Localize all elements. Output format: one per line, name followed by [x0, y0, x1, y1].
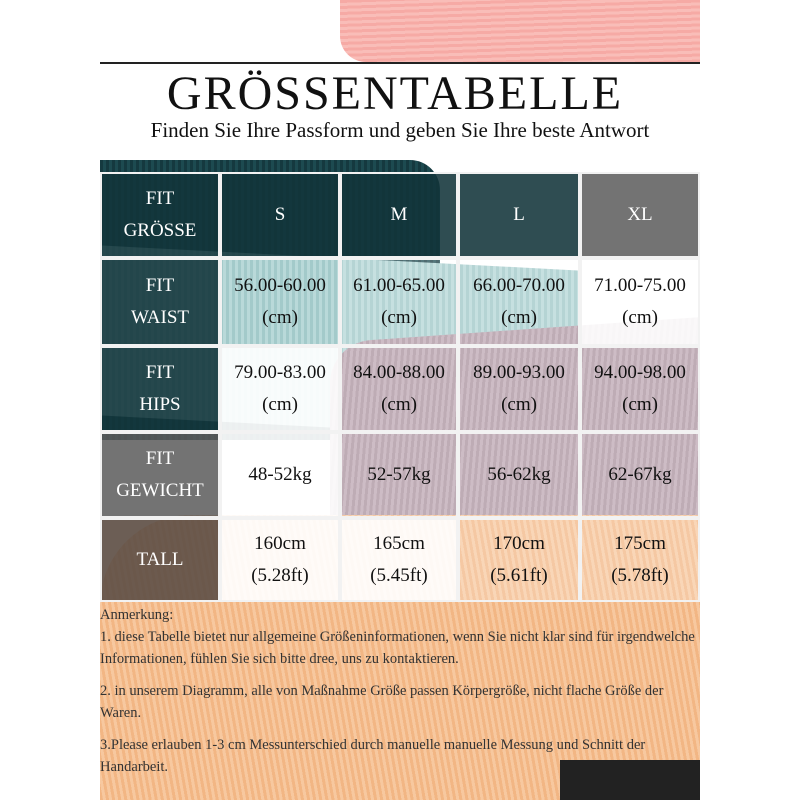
table-cell — [458, 518, 580, 602]
cell-unit: (cm) — [501, 394, 537, 415]
row-label-line: FIT — [145, 362, 175, 383]
table-cell — [458, 346, 580, 432]
row-label-hips — [100, 346, 220, 432]
table-cell — [458, 258, 580, 346]
row-label-line: WAIST — [130, 307, 190, 328]
table-cell — [220, 346, 340, 432]
row-label-tall — [100, 518, 220, 602]
cell-value: 61.00-65.00 — [353, 275, 445, 296]
cell-unit: (cm) — [622, 307, 658, 328]
cell-value: 84.00-88.00 — [353, 362, 445, 383]
cell-value: 79.00-83.00 — [234, 362, 326, 383]
cell-unit: (5.28ft) — [251, 565, 309, 586]
cell-value: 160cm — [254, 533, 306, 554]
table-cell — [340, 346, 458, 432]
notes-section — [100, 604, 700, 778]
table-cell — [580, 518, 700, 602]
size-label: XL — [627, 204, 653, 225]
cell-value: 62-67kg — [608, 464, 672, 485]
cell-value: 71.00-75.00 — [594, 275, 686, 296]
size-header-l — [458, 172, 580, 258]
cell-value: 94.00-98.00 — [594, 362, 686, 383]
note-item: 1. diese Tabelle bietet nur allgemeine Größeninformationen, wenn Sie nicht klar sind für irgendwelche Informationen, fühlen Sie sich bitte dree, uns zu kontaktieren. — [100, 629, 695, 667]
cell-value: 165cm — [373, 533, 425, 554]
pink-fabric-image — [340, 0, 700, 62]
cell-value: 48-52kg — [248, 464, 312, 485]
table-cell — [340, 258, 458, 346]
size-header-s — [220, 172, 340, 258]
size-table — [100, 172, 700, 602]
cell-unit: (5.78ft) — [611, 565, 669, 586]
cell-value: 175cm — [614, 533, 666, 554]
cell-unit: (cm) — [262, 394, 298, 415]
table-cell — [340, 518, 458, 602]
cell-unit: (5.45ft) — [370, 565, 428, 586]
row-label-waist — [100, 258, 220, 346]
page-subtitle: Finden Sie Ihre Passform und geben Sie Ihre beste Antwort — [150, 118, 650, 142]
row-label-line: FIT — [145, 275, 175, 296]
cell-unit: (cm) — [622, 394, 658, 415]
size-label: M — [390, 204, 408, 225]
cell-value: 89.00-93.00 — [473, 362, 565, 383]
header-line: FIT — [145, 188, 175, 209]
cell-unit: (cm) — [381, 307, 417, 328]
size-header-xl — [580, 172, 700, 258]
note-item: 3.Please erlauben 1-3 cm Messunterschied durch manuelle manuelle Messung und Schnitt der Handarbeit. — [100, 737, 646, 775]
cell-unit: (cm) — [381, 394, 417, 415]
table-cell — [580, 346, 700, 432]
cell-value: 56.00-60.00 — [234, 275, 326, 296]
size-header-m — [340, 172, 458, 258]
table-cell — [458, 432, 580, 518]
table-cell — [220, 518, 340, 602]
table-cell — [580, 432, 700, 518]
size-label: S — [274, 204, 286, 225]
page-title: GRÖSSENTABELLE — [166, 67, 624, 120]
cell-unit: (cm) — [262, 307, 298, 328]
cell-value: 52-57kg — [367, 464, 431, 485]
note-item: 2. in unserem Diagramm, alle von Maßnahme Größe passen Körpergröße, nicht flache Größe der Waren. — [100, 683, 664, 721]
row-label-gewicht — [100, 432, 220, 518]
cell-value: 56-62kg — [487, 464, 551, 485]
notes-heading: Anmerkung: — [100, 607, 174, 623]
row-label-line: GEWICHT — [116, 480, 204, 501]
cell-unit: (cm) — [501, 307, 537, 328]
size-label: L — [513, 204, 525, 225]
table-corner-header — [100, 172, 220, 258]
cell-value: 66.00-70.00 — [473, 275, 565, 296]
row-label-line: TALL — [136, 549, 184, 570]
cell-value: 170cm — [493, 533, 545, 554]
table-cell — [220, 258, 340, 346]
table-cell — [220, 432, 340, 518]
table-cell — [340, 432, 458, 518]
row-label-line: HIPS — [139, 394, 181, 415]
row-label-line: FIT — [145, 448, 175, 469]
header-line: GRÖSSE — [123, 220, 197, 241]
cell-unit: (5.61ft) — [490, 565, 548, 586]
table-cell — [580, 258, 700, 346]
